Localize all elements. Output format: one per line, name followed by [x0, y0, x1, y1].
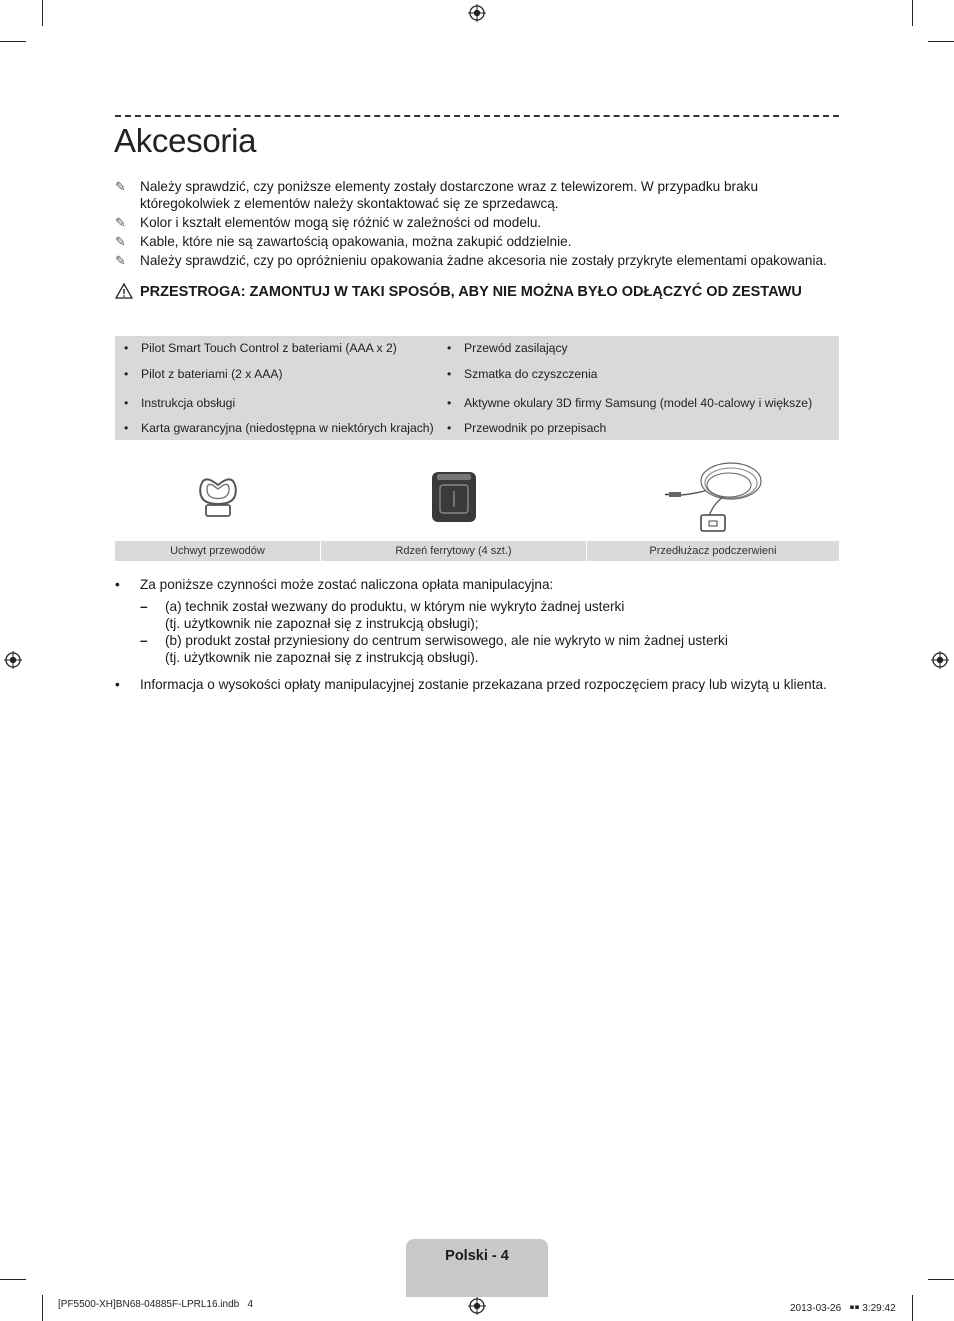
note-text: Należy sprawdzić, czy po opróżnieniu opakowania żadne akcesoria nie zostały przykryte elementami opakowania.	[140, 253, 827, 268]
note-item	[115, 214, 845, 231]
note-item	[115, 233, 845, 250]
bullet: •	[447, 367, 452, 381]
pencil-note-icon: ✎	[115, 234, 126, 249]
accessory-images	[115, 455, 839, 541]
bullet: •	[115, 577, 120, 592]
title-divider	[115, 115, 839, 117]
imprint-timestamp: 2013-03-26 ￭￭ 3:29:42	[790, 1303, 896, 1314]
bullet: •	[124, 341, 129, 355]
fee-info: Informacja o wysokości opłaty manipulacyjnej zostanie przekazana przed rozpoczęciem pracy lub wizytą u klienta.	[140, 677, 827, 692]
list-item	[447, 367, 597, 381]
page-number: Polski - 4	[445, 1248, 509, 1264]
crop-mark	[912, 1295, 913, 1321]
list-item	[124, 341, 397, 355]
bullet: •	[124, 396, 129, 410]
list-item	[115, 576, 855, 593]
accessories-table	[115, 336, 839, 440]
note-text: Kable, które nie są zawartością opakowania, można zakupić oddzielnie.	[140, 234, 572, 249]
fee-case	[140, 632, 855, 666]
fee-case-line: (a) technik został wezwany do produktu, w którym nie wykryto żadnej usterki	[165, 599, 625, 614]
bullet: •	[124, 421, 129, 435]
crop-mark	[42, 0, 43, 26]
note-text: Należy sprawdzić, czy poniższe elementy zostały dostarczone wraz z telewizorem. W przypadku braku któregokolwiek z elementów należy skontaktować się ze sprzedawcą.	[140, 179, 758, 211]
list-item	[447, 421, 606, 435]
pencil-note-icon: ✎	[115, 215, 126, 230]
fee-intro: Za poniższe czynności może zostać naliczona opłata manipulacyjna:	[140, 577, 554, 592]
list-item	[124, 421, 434, 435]
caption-ferrite-core: Rdzeń ferrytowy (4 szt.)	[395, 545, 512, 557]
list-item	[115, 676, 855, 693]
cable-holder-icon	[195, 473, 241, 519]
warning-triangle-icon	[115, 283, 140, 304]
ferrite-core-icon	[431, 471, 477, 523]
fee-case-line: (b) produkt został przyniesiony do centrum serwisowego, ale nie wykryto w nim żadnej usterki	[165, 633, 728, 648]
caption-ir-extender: Przedłużacz podczerwieni	[649, 545, 777, 557]
list-item	[447, 341, 568, 355]
bullet: •	[447, 396, 452, 410]
bullet: •	[447, 341, 452, 355]
registration-mark-icon	[931, 651, 949, 669]
accessory-label: Pilot Smart Touch Control z bateriami (AAA x 2)	[141, 341, 397, 355]
crop-mark	[0, 41, 26, 42]
crop-mark	[42, 1295, 43, 1321]
note-item	[115, 178, 845, 212]
caution-text: PRZESTROGA: ZAMONTUJ W TAKI SPOSÓB, ABY NIE MOŻNA BYŁO ODŁĄCZYĆ OD ZESTAWU	[140, 284, 802, 300]
bullet: •	[115, 677, 120, 692]
dash: –	[140, 599, 148, 614]
fee-case-line: (tj. użytkownik nie zapoznał się z instrukcją obsługi).	[165, 650, 479, 665]
note-item	[115, 252, 845, 269]
accessory-label: Przewodnik po przepisach	[464, 421, 607, 435]
pencil-note-icon: ✎	[115, 179, 126, 194]
registration-mark-icon	[468, 1297, 486, 1315]
accessory-label: Szmatka do czyszczenia	[464, 367, 598, 381]
fee-case	[140, 598, 855, 632]
accessory-label: Instrukcja obsługi	[141, 396, 236, 410]
registration-mark-icon	[468, 4, 486, 22]
page-number-tab	[406, 1239, 548, 1297]
accessory-label: Karta gwarancyjna (niedostępna w niektórych krajach)	[141, 421, 434, 435]
note-text: Kolor i kształt elementów mogą się różnić w zależności od modelu.	[140, 215, 542, 230]
list-item	[447, 396, 812, 410]
accessory-captions	[115, 541, 839, 561]
fee-case-line: (tj. użytkownik nie zapoznał się z instrukcją obsługi);	[165, 616, 479, 631]
list-item	[124, 367, 283, 381]
crop-mark	[928, 41, 954, 42]
bullet: •	[124, 367, 129, 381]
bullet: •	[447, 421, 452, 435]
dash: –	[140, 633, 148, 648]
handling-fee-section	[115, 576, 855, 693]
notes-list	[115, 178, 845, 271]
imprint-file: [PF5500-XH]BN68-04885F-LPRL16.indb 4	[58, 1299, 254, 1310]
registration-mark-icon	[4, 651, 22, 669]
page-title: Akcesoria	[114, 122, 257, 159]
crop-mark	[0, 1279, 26, 1280]
accessory-label: Pilot z bateriami (2 x AAA)	[141, 367, 283, 381]
caption-cable-holder: Uchwyt przewodów	[170, 545, 265, 557]
caution-block	[115, 283, 815, 304]
accessory-label: Przewód zasilający	[464, 341, 568, 355]
ir-extender-cable-icon	[665, 457, 765, 539]
accessory-label: Aktywne okulary 3D firmy Samsung (model 40-calowy i większe)	[464, 396, 813, 410]
pencil-note-icon: ✎	[115, 253, 126, 268]
crop-mark	[928, 1279, 954, 1280]
list-item	[124, 396, 235, 410]
crop-mark	[912, 0, 913, 26]
